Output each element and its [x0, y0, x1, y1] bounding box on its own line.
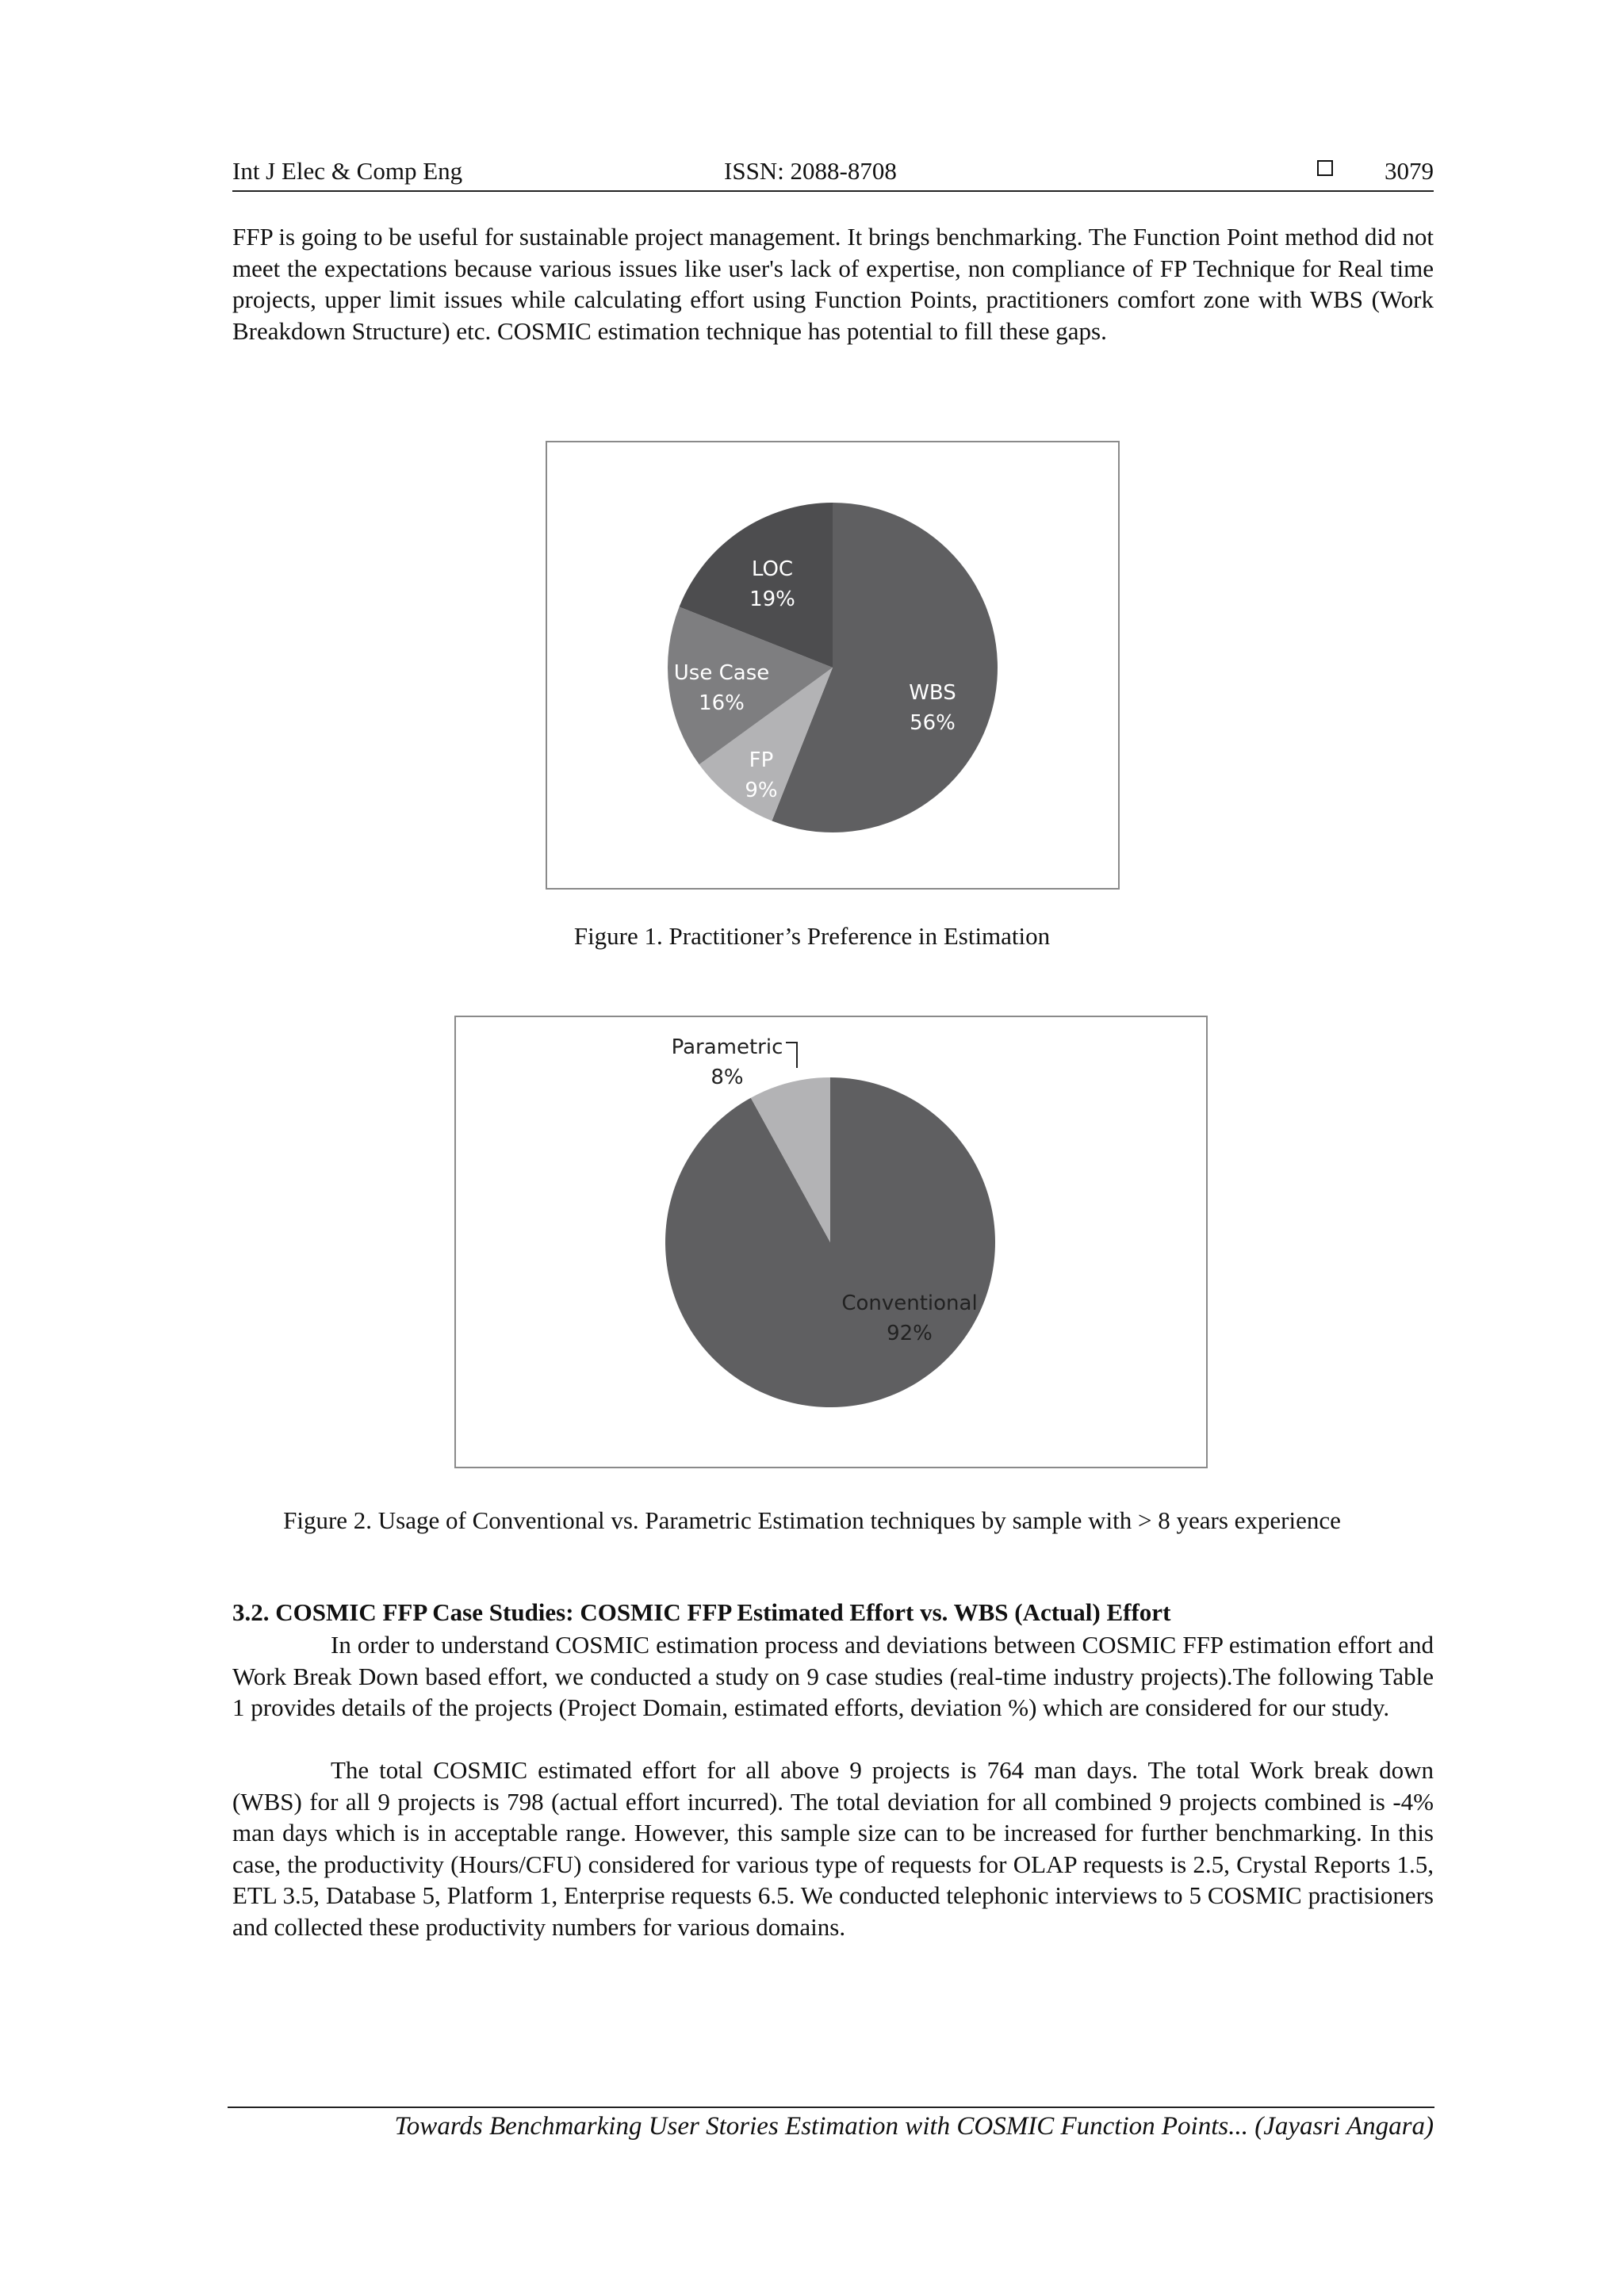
figure1-caption: Figure 1. Practitioner’s Preference in Estimation	[573, 922, 1051, 950]
figure2-caption: Figure 2. Usage of Conventional vs. Parametric Estimation techniques by sample with > 8 years experience	[283, 1506, 1341, 1534]
running-header	[232, 155, 1434, 192]
figure1-frame	[546, 441, 1120, 890]
section-paragraph-2: The total COSMIC estimated effort for all above 9 projects is 764 man days. The total Work break down (WBS) for all 9 projects is 798 (actual effort incurred). The total deviation for all combined 9 projects combined is -4% man days which is in acceptable range. However, this sample size can to be increased for further benchmarking. In this case, the productivity (Hours/CFU) considered for various type of requests for OLAP requests is 2.5, Crystal Reports 1.5, ETL 3.5, Database 5, Platform 1, Enterprise requests 6.5. We conducted telephonic interviews to 5 COSMIC practisioners and collected these productivity numbers for various domains.	[232, 1756, 1434, 1941]
pie-label-loc: LOC 19%	[749, 557, 795, 611]
intro-paragraph: FFP is going to be useful for sustainable project management. It brings benchmarking. The Function Point method did not meet the expectations because various issues like user's lack of expertise, non compliance of FP Technique for Real time projects, upper limit issues while calculating effort using Function Points, practitioners comfort zone with WBS (Work Breakdown Structure) etc. COSMIC estimation technique has potential to fill these gaps.	[232, 223, 1434, 345]
running-footer: Towards Benchmarking User Stories Estimation with COSMIC Function Points... (Jayasri Angara)	[394, 2112, 1434, 2141]
pie-label-wbs: WBS 56%	[909, 681, 956, 735]
pie-leader-line-parametric	[786, 1043, 797, 1068]
figure2-pie-chart	[456, 1017, 1206, 1467]
checkbox-square-icon	[1317, 160, 1333, 176]
pie-label-conventional: Conventional 92%	[841, 1292, 978, 1345]
section-paragraph-1: In order to understand COSMIC estimation process and deviations between COSMIC FFP estimation effort and Work Break Down based effort, we conducted a study on 9 case studies (real-time industry projects).The following Table 1 provides details of the projects (Project Domain, estimated efforts, deviation %) which are considered for our study.	[232, 1631, 1434, 1721]
section-heading: 3.2. COSMIC FFP Case Studies: COSMIC FFP Estimated Effort vs. WBS (Actual) Effort	[232, 1598, 1171, 1626]
pie-label-parametric: Parametric 8%	[671, 1035, 783, 1089]
figure2-frame	[454, 1016, 1208, 1468]
footer-rule	[228, 2107, 1434, 2108]
issn: ISSN: 2088-8708	[724, 157, 897, 185]
pie-label-use-case: Use Case 16%	[673, 661, 770, 715]
pie-label-fp: FP 9%	[745, 748, 778, 802]
page-number: 3079	[1385, 157, 1434, 185]
journal-name: Int J Elec & Comp Eng	[232, 157, 463, 185]
figure1-pie-chart	[547, 442, 1118, 888]
